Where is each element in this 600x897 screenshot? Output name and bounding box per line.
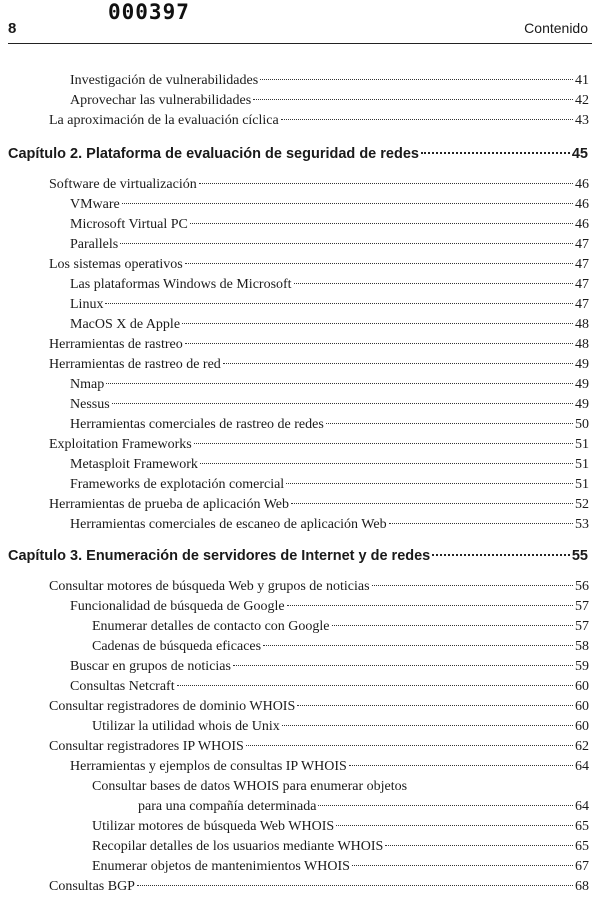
toc-entry-page: 48 [575, 337, 589, 352]
toc-entry-title: Nmap [70, 377, 105, 392]
toc-dot-leader [199, 183, 573, 184]
toc-entry [92, 817, 589, 837]
toc-entry-page: 48 [575, 317, 589, 332]
toc-dot-leader [281, 119, 573, 120]
toc-dot-leader [253, 99, 573, 100]
toc-entry-title: Software de virtualización [49, 177, 197, 192]
toc-entry [70, 295, 589, 315]
toc-entry-title: Herramientas de prueba de aplicación Web [49, 497, 290, 512]
toc-entry-title: Herramientas comerciales de escaneo de aplicación Web [70, 517, 387, 532]
toc-entry [70, 275, 589, 295]
toc-entry-title: Consultas Netcraft [70, 679, 175, 694]
toc-entry-page: 50 [575, 417, 589, 432]
header-rule [8, 43, 592, 44]
toc-entry-title: Aprovechar las vulnerabilidades [70, 93, 252, 108]
toc-dot-leader [106, 383, 573, 384]
toc-entry-page: 49 [575, 377, 589, 392]
toc-dot-leader [432, 554, 570, 556]
toc-entry [70, 395, 589, 415]
toc-entry-page: 47 [575, 297, 589, 312]
toc-dot-leader [282, 725, 573, 726]
toc-entry-page: 60 [575, 719, 589, 734]
toc-entry [92, 637, 589, 657]
toc-dot-leader [137, 885, 573, 886]
toc-entry [70, 315, 589, 335]
toc-entry [49, 435, 589, 455]
toc-dot-leader [185, 263, 573, 264]
toc-entry [92, 857, 589, 877]
toc-entry [70, 657, 589, 677]
toc-entry-page: 53 [575, 517, 589, 532]
toc-entry-title: Enumerar detalles de contacto con Google [92, 619, 330, 634]
toc-entry [49, 577, 589, 597]
toc-entry [49, 737, 589, 757]
toc-entry-page: 56 [575, 579, 589, 594]
toc-entry-title: Enumerar objetos de mantenimientos WHOIS [92, 859, 350, 874]
toc-dot-leader [112, 403, 573, 404]
toc-entry-page: 64 [575, 759, 589, 774]
toc-entry-page: 64 [575, 799, 589, 814]
toc-dot-leader [190, 223, 573, 224]
toc-entry-title: Capítulo 2. Plataforma de evaluación de seguridad de redes [8, 146, 419, 162]
toc-entry [49, 255, 589, 275]
toc-entry-title: Consultar bases de datos WHOIS para enumerar objetos [92, 779, 408, 794]
toc-dot-leader [421, 152, 570, 154]
toc-entry-page: 51 [575, 437, 589, 452]
toc-entry-page: 65 [575, 819, 589, 834]
toc-entry [49, 111, 589, 131]
toc-entry [92, 717, 589, 737]
toc-dot-leader [122, 203, 573, 204]
toc-entry-title: Exploitation Frameworks [49, 437, 192, 452]
toc-entry [70, 515, 589, 535]
toc-entry [138, 797, 589, 817]
toc-dot-leader [385, 845, 573, 846]
toc-dot-leader [291, 503, 573, 504]
toc-entry-title: Consultar motores de búsqueda Web y grupos de noticias [49, 579, 370, 594]
toc-dot-leader [294, 283, 573, 284]
toc-entry-title: Microsoft Virtual PC [70, 217, 188, 232]
toc-entry-title: Los sistemas operativos [49, 257, 183, 272]
toc-dot-leader [200, 463, 573, 464]
toc-entry [70, 195, 589, 215]
toc-entry-title: Parallels [70, 237, 119, 252]
toc-entry-page: 45 [571, 146, 588, 162]
toc-entry [70, 91, 589, 111]
toc-entry [49, 355, 589, 375]
toc-entry-title: Frameworks de explotación comercial [70, 477, 285, 492]
toc-entry-page: 60 [575, 699, 589, 714]
toc-dot-leader [352, 865, 573, 866]
toc-entry-page: 52 [575, 497, 589, 512]
toc-dot-leader [318, 805, 573, 806]
toc-entry-title: Consultas BGP [49, 879, 135, 894]
toc-entry-title: Consultar registradores de dominio WHOIS [49, 699, 296, 714]
toc-entry-title: para una compañía determinada [138, 799, 317, 814]
toc-dot-leader [297, 705, 573, 706]
toc-entry [92, 777, 407, 797]
toc-dot-leader [120, 243, 573, 244]
toc-entry-page: 46 [575, 177, 589, 192]
toc-chapter-entry [8, 546, 588, 566]
toc-entry-title: Las plataformas Windows de Microsoft [70, 277, 292, 292]
toc-entry [49, 877, 589, 897]
toc-entry-page: 59 [575, 659, 589, 674]
toc-entry-title: Utilizar la utilidad whois de Unix [92, 719, 280, 734]
toc-entry [70, 235, 589, 255]
toc-entry-page: 47 [575, 237, 589, 252]
toc-entry-page: 41 [575, 73, 589, 88]
toc-entry-page: 67 [575, 859, 589, 874]
toc-entry [92, 617, 589, 637]
toc-entry [70, 757, 589, 777]
toc-entry-page: 68 [575, 879, 589, 894]
toc-dot-leader [177, 685, 573, 686]
toc-dot-leader [332, 625, 573, 626]
toc-entry-title: Nessus [70, 397, 110, 412]
toc-entry [49, 175, 589, 195]
toc-dot-leader [260, 79, 573, 80]
toc-entry-page: 49 [575, 357, 589, 372]
toc-entry-page: 57 [575, 619, 589, 634]
toc-dot-leader [223, 363, 573, 364]
toc-dot-leader [194, 443, 573, 444]
toc-dot-leader [336, 825, 573, 826]
toc-dot-leader [389, 523, 573, 524]
toc-entry [70, 71, 589, 91]
toc-dot-leader [185, 343, 573, 344]
toc-entry-page: 42 [575, 93, 589, 108]
toc-entry-page: 47 [575, 257, 589, 272]
toc-dot-leader [372, 585, 573, 586]
toc-entry-title: Herramientas de rastreo [49, 337, 183, 352]
toc-entry-title: VMware [70, 197, 120, 212]
toc-entry-title: Capítulo 3. Enumeración de servidores de Internet y de redes [8, 548, 431, 564]
toc-entry-page: 49 [575, 397, 589, 412]
toc-entry-title: Consultar registradores IP WHOIS [49, 739, 244, 754]
toc-entry-title: Linux [70, 297, 104, 312]
toc-entry [70, 375, 589, 395]
toc-entry [49, 495, 589, 515]
toc-entry-page: 46 [575, 197, 589, 212]
toc-entry-title: Utilizar motores de búsqueda Web WHOIS [92, 819, 335, 834]
toc-entry-page: 47 [575, 277, 589, 292]
toc-entry [49, 335, 589, 355]
toc-dot-leader [287, 605, 573, 606]
archive-stamp-number: 000397 [108, 0, 190, 24]
toc-entry-page: 43 [575, 113, 589, 128]
page-number: 8 [8, 20, 17, 37]
toc-dot-leader [182, 323, 573, 324]
toc-entry-page: 55 [571, 548, 588, 564]
toc-entry [70, 597, 589, 617]
toc-entry [70, 475, 589, 495]
toc-dot-leader [286, 483, 573, 484]
toc-entry-page: 60 [575, 679, 589, 694]
toc-entry-title: Funcionalidad de búsqueda de Google [70, 599, 285, 614]
toc-entry-page: 46 [575, 217, 589, 232]
toc-entry-page: 62 [575, 739, 589, 754]
toc-entry-page: 65 [575, 839, 589, 854]
toc-entry [49, 697, 589, 717]
toc-entry-title: Investigación de vulnerabilidades [70, 73, 259, 88]
toc-entry-page: 57 [575, 599, 589, 614]
toc-entry-title: Metasploit Framework [70, 457, 198, 472]
toc-entry-title: La aproximación de la evaluación cíclica [49, 113, 279, 128]
toc-entry-page: 51 [575, 457, 589, 472]
toc-entry-title: MacOS X de Apple [70, 317, 181, 332]
toc-entry-title: Recopilar detalles de los usuarios mediante WHOIS [92, 839, 384, 854]
toc-dot-leader [105, 303, 573, 304]
toc-entry-title: Cadenas de búsqueda eficaces [92, 639, 262, 654]
toc-entry [70, 415, 589, 435]
toc-entry [92, 837, 589, 857]
toc-dot-leader [326, 423, 573, 424]
toc-entry [70, 215, 589, 235]
toc-entry-title: Herramientas de rastreo de red [49, 357, 221, 372]
toc-entry [70, 455, 589, 475]
toc-dot-leader [349, 765, 573, 766]
toc-entry-title: Herramientas y ejemplos de consultas IP WHOIS [70, 759, 347, 774]
toc-dot-leader [263, 645, 573, 646]
toc-entry [70, 677, 589, 697]
toc-entry-title: Herramientas comerciales de rastreo de redes [70, 417, 324, 432]
toc-dot-leader [246, 745, 573, 746]
toc-entry-page: 58 [575, 639, 589, 654]
running-title: Contenido [524, 20, 588, 36]
toc-chapter-entry [8, 144, 588, 164]
toc-dot-leader [233, 665, 573, 666]
toc-entry-page: 51 [575, 477, 589, 492]
toc-entry-title: Buscar en grupos de noticias [70, 659, 231, 674]
